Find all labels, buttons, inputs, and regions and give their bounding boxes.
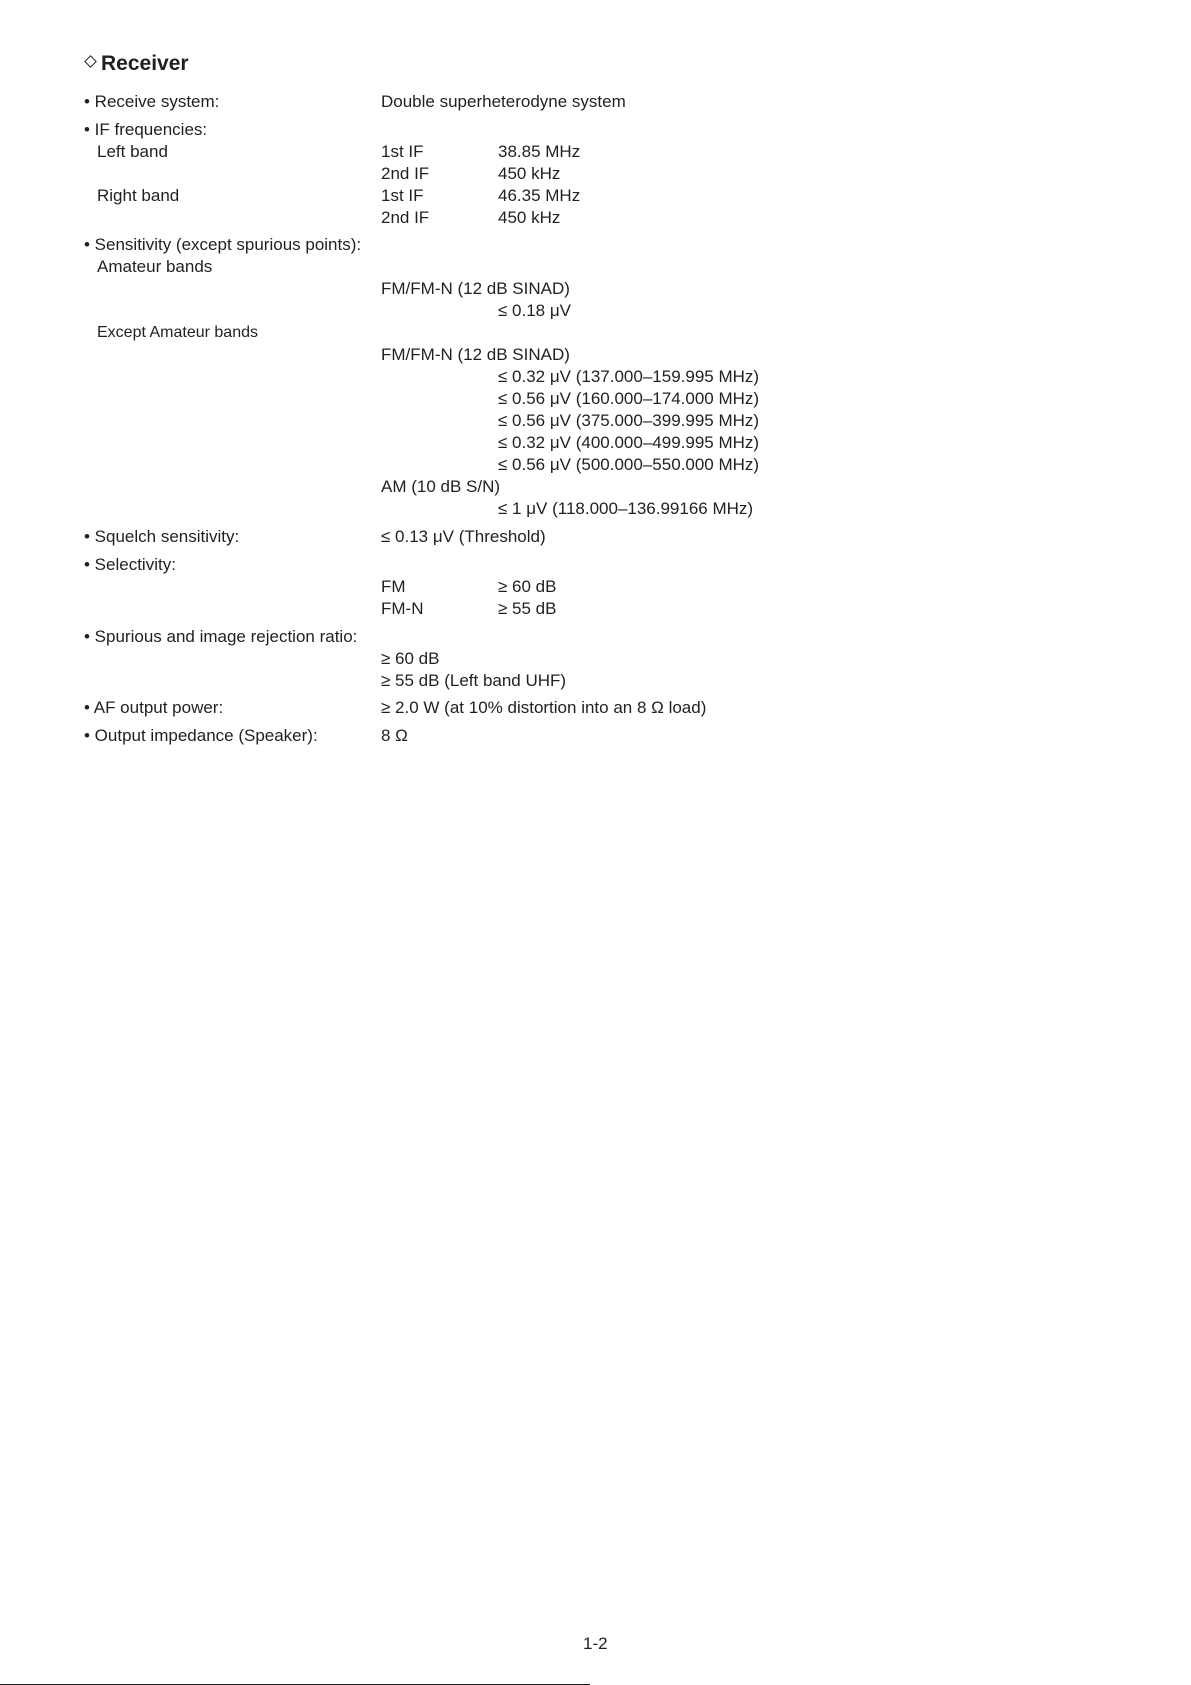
section-heading xyxy=(84,52,189,76)
selectivity-mode: FM-N xyxy=(381,599,424,618)
except-amateur-fm-value: ≤ 0.32 μV (400.000–499.995 MHz) xyxy=(498,433,760,452)
selectivity-mode: FM xyxy=(381,577,406,596)
except-amateur-fm-mode: FM/FM-N (12 dB SINAD) xyxy=(381,345,570,364)
section-title: Receiver xyxy=(101,52,189,75)
left-band-if2-value: 450 kHz xyxy=(498,164,561,183)
left-band-if1-value: 38.85 MHz xyxy=(498,142,581,161)
af-output-value: ≥ 2.0 W (at 10% distortion into an 8 Ω load) xyxy=(381,698,707,717)
selectivity-value: ≥ 60 dB xyxy=(498,577,557,596)
squelch-label: • Squelch sensitivity: xyxy=(84,527,240,546)
right-band-if2-value: 450 kHz xyxy=(498,208,561,227)
amateur-bands-label: Amateur bands xyxy=(97,257,213,276)
except-amateur-fm-value: ≤ 0.56 μV (160.000–174.000 MHz) xyxy=(498,389,760,408)
right-band-label: Right band xyxy=(97,186,180,205)
except-amateur-fm-value: ≤ 0.56 μV (375.000–399.995 MHz) xyxy=(498,411,760,430)
except-amateur-fm-value: ≤ 0.32 μV (137.000–159.995 MHz) xyxy=(498,367,760,386)
spurious-label: • Spurious and image rejection ratio: xyxy=(84,627,358,646)
except-amateur-am-mode: AM (10 dB S/N) xyxy=(381,477,501,496)
page-number: 1-2 xyxy=(583,1634,608,1653)
right-band-if1-value: 46.35 MHz xyxy=(498,186,581,205)
except-amateur-am-value: ≤ 1 μV (118.000–136.99166 MHz) xyxy=(498,499,754,518)
if-frequencies-label: • IF frequencies: xyxy=(84,120,208,139)
selectivity-label: • Selectivity: xyxy=(84,555,176,574)
squelch-value: ≤ 0.13 μV (Threshold) xyxy=(381,527,546,546)
bottom-crop-marks xyxy=(592,1680,702,1685)
output-impedance-value: 8 Ω xyxy=(381,726,408,745)
af-output-label: • AF output power: xyxy=(84,698,224,717)
diamond-icon xyxy=(84,55,97,68)
receive-system-label: • Receive system: xyxy=(84,92,220,111)
right-band-if2-stage: 2nd IF xyxy=(381,208,430,227)
sensitivity-label: • Sensitivity (except spurious points): xyxy=(84,235,362,254)
amateur-sensitivity-value: ≤ 0.18 μV xyxy=(498,301,571,320)
except-amateur-label: Except Amateur bands xyxy=(97,324,258,341)
amateur-mode: FM/FM-N (12 dB SINAD) xyxy=(381,279,570,298)
left-band-label: Left band xyxy=(97,142,168,161)
left-band-if1-stage: 1st IF xyxy=(381,142,424,161)
receive-system-value: Double superheterodyne system xyxy=(381,92,626,111)
left-band-if2-stage: 2nd IF xyxy=(381,164,430,183)
selectivity-value: ≥ 55 dB xyxy=(498,599,557,618)
spurious-value: ≥ 55 dB (Left band UHF) xyxy=(381,671,567,690)
spurious-value: ≥ 60 dB xyxy=(381,649,440,668)
right-band-if1-stage: 1st IF xyxy=(381,186,424,205)
output-impedance-label: • Output impedance (Speaker): xyxy=(84,726,318,745)
except-amateur-fm-value: ≤ 0.56 μV (500.000–550.000 MHz) xyxy=(498,455,760,474)
